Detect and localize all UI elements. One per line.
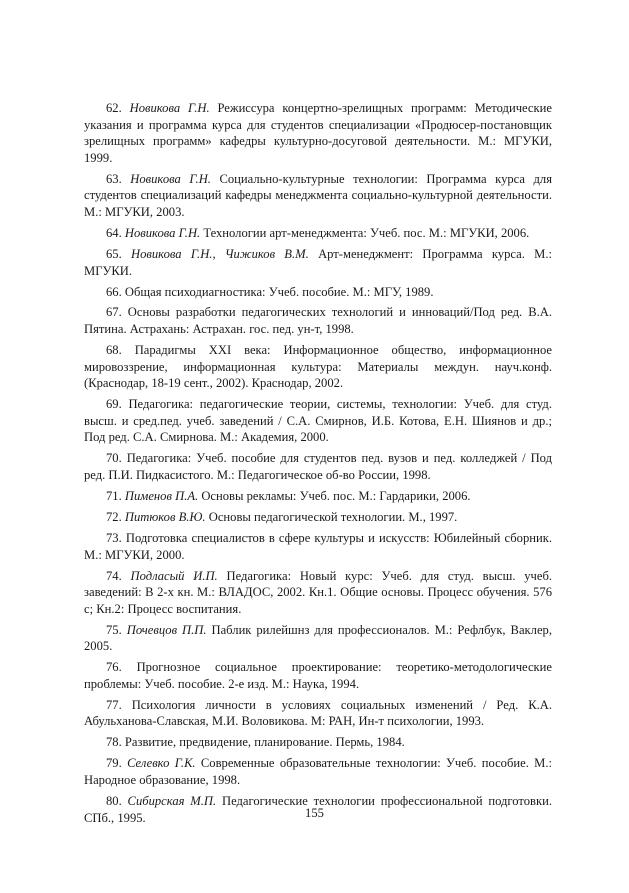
reference-text: Арт-менеджмент: Программа курса. М.: МГУКИ.: [84, 246, 552, 278]
reference-number: 62.: [106, 101, 122, 115]
reference-text: Режиссура концертно-зрелищных программ: Методические указания и программа курса для студентов специализации «Продюсер-постановщик зрелищных программ» кафедры культурно-досуговой деятельности. М.: МГУКИ, 1999.: [84, 101, 552, 165]
reference-text: Современные образовательные технологии: Учеб. пособие. М.: Народное образование, 1998.: [84, 756, 552, 788]
reference-item: [84, 509, 552, 526]
reference-text: Педагогические технологии профессиональной подготовки. СПб., 1995.: [84, 794, 553, 825]
reference-text: Педагогика: Учеб. пособие для студентов пед. вузов и пед. колледжей / Под ред. П.И. Пидкасистого. М.: Педагогическое об-во России, 1998.: [84, 451, 553, 482]
reference-item: [84, 304, 552, 337]
reference-item: [84, 622, 552, 655]
reference-number: 78.: [106, 735, 122, 750]
reference-number: 66.: [106, 284, 122, 299]
reference-text: Паблик рилейшнз для профессионалов. М.: Рефлбук, Ваклер, 2005.: [84, 622, 552, 654]
reference-text: Технологии арт-менеджмента: Учеб. пос. М.: МГУКИ, 2006.: [203, 225, 530, 240]
reference-number: 70.: [106, 451, 122, 466]
reference-author: Новикова Г.Н., Чижиков В.М.: [131, 246, 309, 261]
reference-item: [84, 530, 552, 563]
reference-text: Психология личности в условиях социальных изменений / Ред. К.А. Абульханова-Славская, М.И. Воловикова. М: РАН, Ин-т психологии, 1993.: [84, 697, 552, 729]
reference-item: [84, 284, 552, 301]
reference-item: [84, 225, 552, 242]
reference-item: [84, 755, 552, 788]
reference-author: Почевцов П.П.: [126, 622, 207, 637]
reference-author: Новикова Г.Н.: [124, 225, 201, 240]
reference-number: 76.: [106, 660, 122, 675]
reference-number: 71.: [106, 488, 122, 503]
reference-number: 80.: [106, 794, 122, 808]
reference-item: [84, 246, 552, 279]
reference-item: [84, 734, 552, 751]
reference-text: Педагогика: педагогические теории, системы, технологии: Учеб. для студ. высш. и сред.пед. учеб. заведений / С.А. Смирнов, И.Б. Котова, Е.Н. Шиянов и др.; Под ред. С.А. Смирнова. М.: Академия, 2000.: [84, 397, 552, 445]
reference-text: Основы педагогической технологии. М., 1997.: [208, 509, 458, 524]
reference-text: Основы разработки педагогических технологий и инноваций/Под ред. В.А. Пятина. Астрахань: Астрахан. гос. пед. ун-т, 1998.: [84, 305, 552, 337]
reference-text: Социально-культурные технологии: Программа курса для студентов специализаций кафедры менеджмента социально-культурной деятельности. М.: МГУКИ, 2003.: [84, 171, 552, 219]
reference-item: [84, 568, 552, 618]
reference-author: Пименов П.А.: [124, 488, 199, 503]
reference-item: [84, 488, 552, 505]
reference-item: [84, 342, 552, 392]
reference-item: [84, 450, 552, 483]
reference-item: [84, 171, 552, 221]
reference-author: Подласый И.П.: [130, 568, 218, 583]
reference-number: 79.: [106, 756, 122, 771]
reference-text: Развитие, предвидение, планирование. Пермь, 1984.: [124, 735, 405, 750]
reference-author: Сибирская М.П.: [127, 794, 217, 808]
reference-number: 72.: [106, 509, 122, 524]
reference-item: [84, 697, 552, 730]
reference-item: [84, 659, 552, 692]
reference-item: [84, 100, 552, 166]
reference-text: Общая психодиагностика: Учеб. пособие. М.: МГУ, 1989.: [124, 284, 434, 299]
reference-number: 74.: [106, 568, 122, 583]
page-number: 155: [305, 806, 324, 820]
reference-number: 64.: [106, 225, 122, 240]
reference-number: 73.: [106, 530, 122, 545]
reference-number: 77.: [106, 697, 122, 712]
reference-text: Прогнозное социальное проектирование: теоретико-методологические проблемы: Учеб. пособие. 2-е изд. М.: Наука, 1994.: [84, 660, 552, 691]
reference-author: Новикова Г.Н.: [129, 101, 210, 115]
reference-number: 68.: [106, 343, 122, 358]
reference-author: Питюков В.Ю.: [124, 509, 206, 524]
reference-number: 65.: [106, 246, 122, 261]
reference-text: Парадигмы XXI века: Информационное общество, информационное мировоззрение, информационная культура: Материалы междун. науч.конф.(Краснодар, 18-19 сент., 2002). Краснодар, 2002.: [84, 343, 553, 391]
reference-author: Новикова Г.Н.: [130, 171, 211, 186]
reference-number: 63.: [106, 171, 122, 186]
reference-list: [84, 100, 552, 831]
reference-text: Подготовка специалистов в сфере культуры и искусств: Юбилейный сборник. М.: МГУКИ, 2000.: [84, 530, 552, 562]
reference-item: [84, 396, 552, 446]
reference-text: Основы рекламы: Учеб. пос. М.: Гардарики, 2006.: [201, 488, 471, 503]
reference-text: Педагогика: Новый курс: Учеб. для студ. высш. учеб. заведений: В 2-х кн. М.: ВЛАДОС, 2002. Кн.1. Общие основы. Процесс обучения. 576 с; Кн.2: Процесс воспитания.: [84, 568, 553, 616]
reference-number: 75.: [106, 622, 122, 637]
reference-number: 69.: [106, 397, 122, 412]
reference-number: 67.: [106, 305, 122, 320]
reference-author: Селевко Г.К.: [127, 756, 196, 771]
